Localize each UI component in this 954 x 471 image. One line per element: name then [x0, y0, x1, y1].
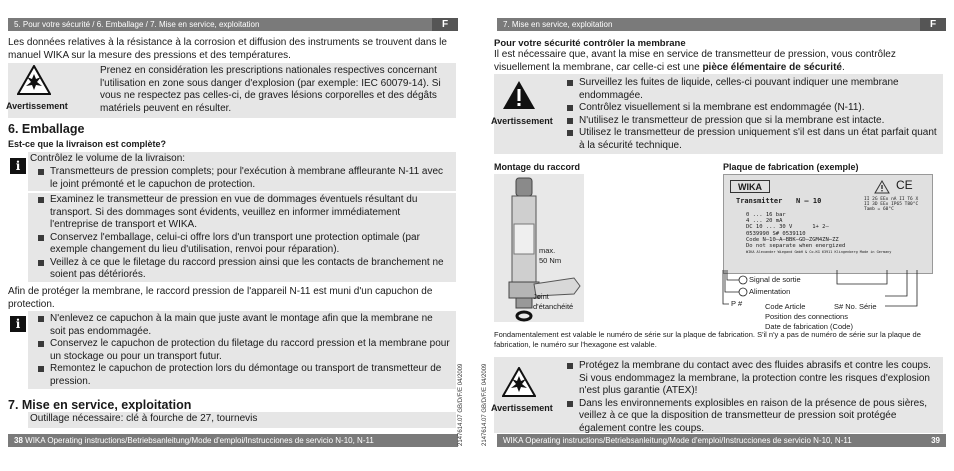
footer-text: WIKA Operating instructions/Betriebsanleitung/Mode d'emploi/Instrucciones de servicio N-10, N-11	[25, 436, 374, 445]
wika-logo: WIKA	[730, 180, 770, 193]
list-item: Contrôlez visuellement si la membrane est endommagée (N-11).	[567, 102, 939, 115]
membrane-title: Pour votre sécurité contrôler la membrane	[494, 38, 686, 49]
footer-text: WIKA Operating instructions/Betriebsanleitung/Mode d'emploi/Instrucciones de servicio N-10, N-11	[503, 436, 852, 445]
list-item: N'utilisez le transmetteur de pression que si la membrane est intacte.	[567, 115, 939, 128]
warning-label: Avertissement	[491, 116, 553, 126]
list-item: Veillez à ce que le filetage du raccord pression ainsi que les contacts de branchement ne soient pas détériorés.	[38, 257, 451, 282]
list-item: Dans les environnements explosibles en raison de la présence de pous sières, veillez à ce que la disposition de transmetteur de pression soit protégée également contre les coups.	[567, 398, 939, 436]
serial-note: Fondamentalement est valable le numéro de série sur la plaque de fabrication. S'il n'y a pas de numéro de série sur la plaque de fabrication, le numéro sur l'hexagone est valable.	[494, 330, 921, 349]
legend-date: Date de fabrication (Code)	[765, 322, 853, 331]
protection-paragraph: Afin de protéger la membrane, le raccord pression de l'appareil N-11 est muni d'un capuchon de protection.	[8, 286, 433, 310]
page-header	[497, 18, 946, 31]
document-code: 2147614.07 GB/D/F/E 04/2009	[458, 363, 464, 446]
check-intro: Contrôlez le volume de la livraison:	[30, 153, 186, 164]
tools-text: Outillage nécessaire: clé à fourche de 27, tournevis	[30, 413, 258, 424]
membrane-paragraph: Il est nécessaire que, avant la mise en service de transmetteur de pression, vous contrôlez visuellement la membrane, car celle-ci est une pièce élémentaire de sécurité.	[494, 49, 896, 73]
list-item: Conservez l'emballage, celui-ci offre lors d'un transport une protection optimale (par exemple changement du lieu d'utilisation, renvoi pour réparation).	[38, 232, 451, 257]
montage-title: Montage du raccord	[494, 162, 581, 172]
header-text: 5. Pour votre sécurité / 6. Emballage / 7. Mise en service, exploitation	[14, 20, 260, 29]
nameplate-ex: II 2G EEx nA II T6 X II 3D EEx IP65 T80°C Tamb = 60°C	[864, 197, 919, 212]
right-page	[489, 0, 954, 471]
warning-list	[567, 360, 939, 435]
explosion-warning-icon	[502, 367, 536, 397]
warning-icon-block	[491, 80, 553, 126]
page-number: 38	[14, 436, 23, 445]
list-item: Utilisez le transmetteur de pression uniquement s'il est dans un état parfait quant à la sécurité technique.	[567, 127, 939, 152]
info-icon: i	[10, 158, 26, 174]
list-item: Protégez la membrane du contact avec des fluides abrasifs et contre les coups. Si vous endommagez la membrane, la protection contre les risques d'explosion n'est plus garantie (ATEX)!	[567, 360, 939, 398]
document-code: 2147614.07 GB/D/F/E 04/2009	[482, 363, 488, 446]
emphasis-text: pièce élémentaire de sécurité	[702, 61, 842, 73]
ce-mark: CE	[896, 178, 913, 192]
list-item: Transmetteurs de pression complets; pour l'exécution à membrane affleurante N-11 avec le joint prémonté et le capuchon de protection.	[38, 166, 451, 191]
torque-label: max. 50 Nm	[539, 246, 562, 265]
nameplate-model: N – 10	[796, 197, 822, 205]
legend-serial: S# No. Série	[834, 302, 877, 311]
nameplate-details: 0 ... 16 bar 4 ... 20 mA DC 10 ... 30 V 1+ 2– 0539990 S# 0539110 Code N–10–A–BBK–GD–ZGM4ZN–ZZ Do not separate when energized WIKA Alexander Wiegand GmbH & Co.KG 63911 Klingenberg Made in Germany	[746, 212, 892, 255]
inspection-list	[38, 194, 451, 282]
explosion-warning-icon	[17, 65, 51, 95]
section-6-title: 6. Emballage	[8, 122, 85, 136]
page-footer	[497, 434, 946, 447]
legend-connections: Position des connections	[765, 312, 848, 321]
page-header	[8, 18, 458, 31]
list-item: Conservez le capuchon de protection du filetage du raccord pression et la membrane pour un stockage ou pour un transport futur.	[38, 338, 451, 363]
seal-label: Joint d'étanchéité	[533, 292, 574, 311]
section-6-subtitle: Est-ce que la livraison est complète?	[8, 139, 167, 149]
legend-article-code: Code Article	[765, 302, 806, 311]
warning-triangle-icon	[874, 180, 890, 194]
section-7-title: 7. Mise en service, exploitation	[8, 398, 192, 412]
language-badge: F	[432, 18, 458, 31]
language-badge: F	[920, 18, 946, 31]
page-number: 39	[931, 436, 940, 445]
warning-icon-block	[6, 65, 68, 111]
warning-label: Avertissement	[491, 403, 553, 413]
left-page	[0, 0, 466, 471]
info-icon: i	[10, 316, 26, 332]
nameplate	[723, 174, 933, 274]
exclamation-warning-icon	[502, 80, 536, 110]
legend-pin: P #	[731, 299, 743, 308]
warning-list	[567, 77, 939, 152]
warning-label: Avertissement	[6, 101, 68, 111]
nameplate-model-label: Transmitter	[736, 197, 783, 205]
legend-power-supply: Alimentation	[749, 287, 791, 296]
check-list	[38, 166, 451, 191]
cap-list	[38, 313, 451, 388]
nameplate-title: Plaque de fabrication (exemple)	[723, 162, 859, 172]
intro-paragraph: Les données relatives à la résistance à la corrosion et diffusion des instruments se trouvent dans le manuel WIKA sur la mesure des pressions et des températures.	[8, 37, 447, 61]
warning-text: Prenez en considération les prescriptions nationales respectives concernant l'utilisation en zone sous danger d'explosion (par exemple: IEC 60079-14). Si vous ne respectez pas celles-ci, de graves lésions corporelles et des dégâts matériels peuvent en résulter.	[100, 65, 441, 114]
legend-output-signal: Signal de sortie	[749, 275, 801, 284]
warning-icon-block	[491, 367, 553, 413]
list-item: N'enlevez ce capuchon à la main que juste avant le montage afin que la membrane ne soit pas endommagée.	[38, 313, 451, 338]
page-footer	[8, 434, 458, 447]
list-item: Surveillez les fuites de liquide, celles-ci pouvant indiquer une membrane endommagée.	[567, 77, 939, 102]
header-text: 7. Mise en service, exploitation	[503, 20, 613, 29]
list-item: Examinez le transmetteur de pression en vue de dommages éventuels résultant du transport. Si des dommages sont évidents, veuillez en informer immédiatement l'entreprise de transport et WIKA.	[38, 194, 451, 232]
list-item: Remontez le capuchon de protection lors du démontage ou transport de transmetteur de pression.	[38, 363, 451, 388]
